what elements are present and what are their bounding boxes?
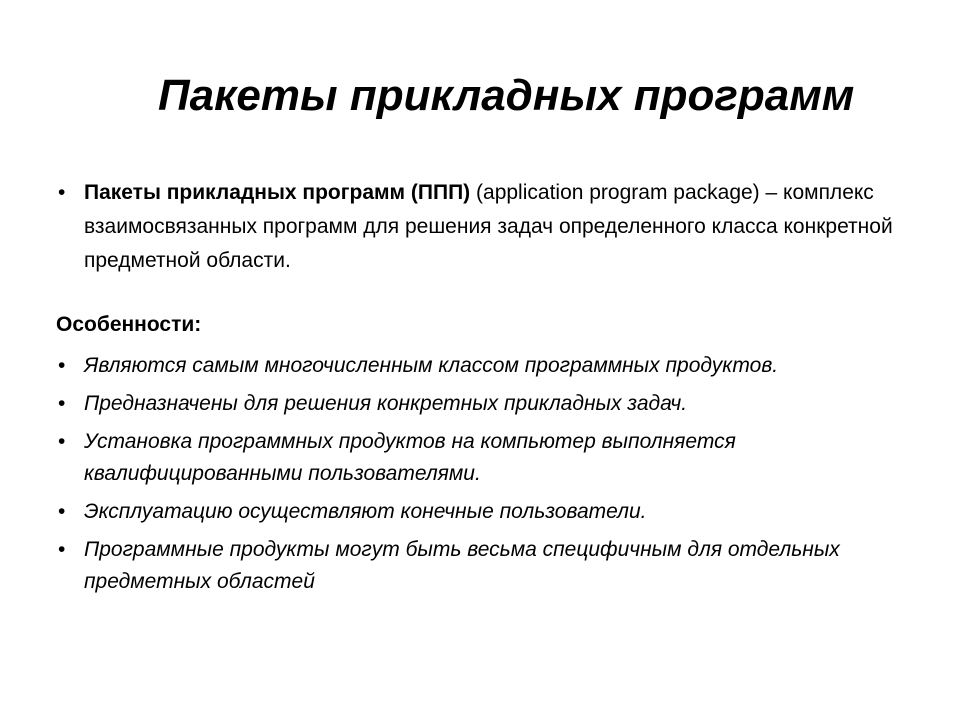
feature-item	[56, 388, 906, 420]
features-heading: Особенности:	[56, 313, 202, 336]
bullet-icon: •	[58, 392, 66, 415]
definition-item	[56, 176, 906, 278]
feature-text: Являются самым многочисленным классом программных продуктов.	[84, 354, 779, 377]
bullet-icon: •	[58, 181, 66, 204]
feature-text: Установка программных продуктов на компьютер выполняется квалифицированными пользователями.	[84, 430, 736, 485]
bullet-icon: •	[58, 430, 66, 453]
feature-text: Программные продукты могут быть весьма специфичным для отдельных предметных областей	[84, 538, 840, 593]
definition-term: Пакеты прикладных программ (ППП)	[84, 181, 471, 204]
definition-text: (application program package) – комплекс взаимосвязанных программ для решения задач определенного класса конкретной предметной области.	[84, 181, 893, 272]
slide-title: Пакеты прикладных программ	[158, 71, 855, 120]
feature-item	[56, 350, 906, 382]
feature-item	[56, 496, 906, 528]
feature-text: Эксплуатацию осуществляют конечные пользователи.	[84, 500, 647, 523]
feature-text: Предназначены для решения конкретных прикладных задач.	[84, 392, 688, 415]
slide-content	[56, 176, 906, 604]
bullet-icon: •	[58, 354, 66, 377]
feature-item	[56, 534, 906, 598]
bullet-icon: •	[58, 538, 66, 561]
bullet-icon: •	[58, 500, 66, 523]
feature-item	[56, 426, 906, 490]
